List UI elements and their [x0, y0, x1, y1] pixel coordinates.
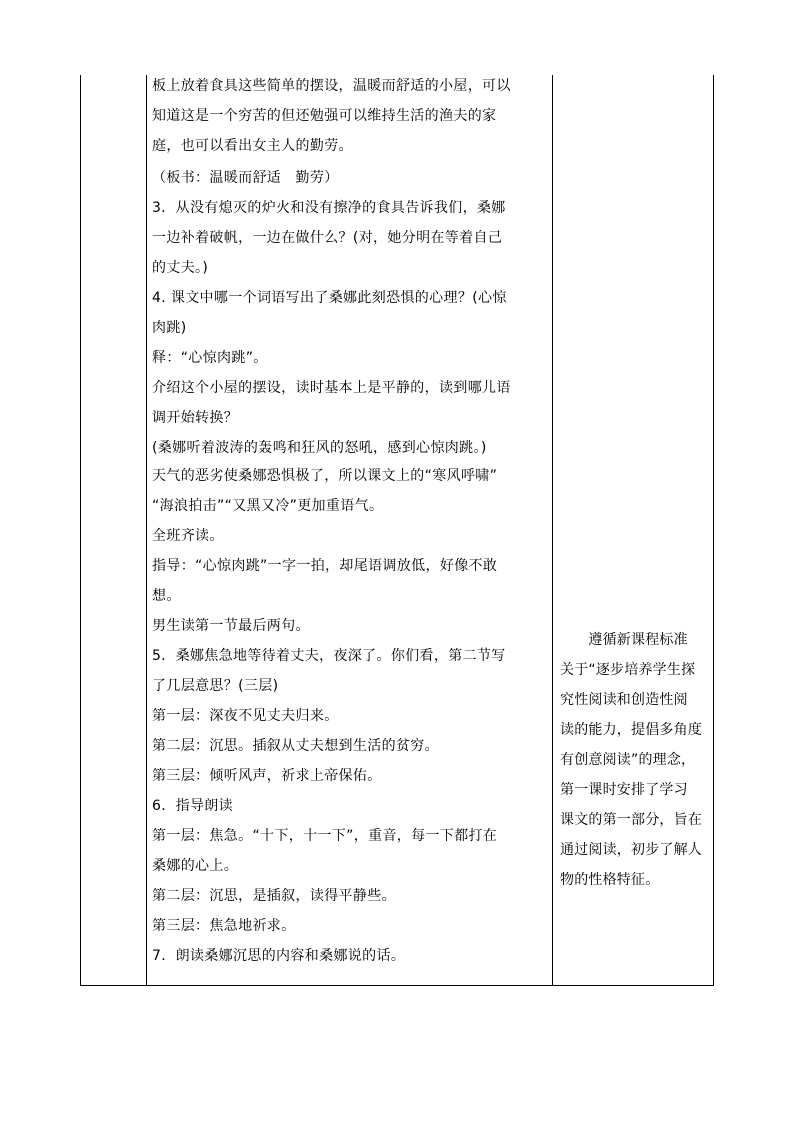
note-line: 通过阅读，初步了解人 [560, 842, 702, 858]
text-line: 4. 课文中哪一个词语写出了桑娜此刻恐惧的心理？(心惊 [152, 290, 507, 306]
text-line: 全班齐读。 [152, 528, 224, 544]
text-line: 庭，也可以看出女主人的勤劳。 [152, 138, 353, 154]
text-line: 一边补着破帆，一边在做什么？(对，她分明在等着自己 [152, 230, 503, 246]
note-line: 遵循新课程标准 [560, 632, 688, 648]
text-line: 第三层：焦急地祈求。 [152, 918, 296, 934]
note-line: 关于“逐步培养学生探 [560, 662, 696, 678]
table-bottom-border [80, 985, 714, 986]
text-line: 第二层：沉思，是插叙，读得平静些。 [152, 888, 396, 904]
text-line: 第一层：深夜不见丈夫归来。 [152, 708, 339, 724]
table-right-border [713, 75, 714, 986]
text-line: “海浪拍击”“又黑又冷”更加重语气。 [152, 498, 384, 514]
text-line: 桑娜的心上。 [152, 858, 239, 874]
note-line: 第一课时安排了学习 [560, 782, 688, 798]
text-line: （板书：温暖而舒适 勤劳） [152, 170, 339, 186]
text-line: 天气的恶劣使桑娜恐惧极了，所以课文上的“寒风呼啸” [152, 468, 498, 484]
note-line: 读的能力，提倡多角度 [560, 722, 702, 738]
text-line: 第二层：沉思。插叙从丈夫想到生活的贫穷。 [152, 738, 439, 754]
note-line: 物的性格特征。 [560, 872, 660, 888]
text-line: 了几层意思？(三层) [152, 678, 279, 694]
text-line: 指导：“心惊肉跳”一字一拍，却尾语调放低，好像不敢 [152, 558, 498, 574]
text-line: 想。 [152, 588, 181, 604]
text-line: 第一层：焦急。“十下，十一下”，重音，每一下都打在 [152, 828, 498, 844]
table-left-border [80, 75, 81, 986]
text-line: 知道这是一个穷苦的但还勉强可以维持生活的渔夫的家 [152, 108, 497, 124]
text-line: 3．从没有熄灭的炉火和没有擦净的食具告诉我们，桑娜 [152, 200, 506, 216]
text-line: 5．桑娜焦急地等待着丈夫，夜深了。你们看，第二节写 [152, 648, 506, 664]
text-line: 介绍这个小屋的摆设，读时基本上是平静的，读到哪儿语 [152, 380, 511, 396]
text-line: 板上放着食具这些简单的摆设，温暖而舒适的小屋，可以 [152, 78, 511, 94]
text-line: 调开始转换？ [152, 410, 239, 426]
note-line: 究性阅读和创造性阅 [560, 692, 688, 708]
column-divider-2 [552, 75, 553, 986]
text-line: 男生读第一节最后两句。 [152, 618, 310, 634]
text-line: 第三层：倾听风声，祈求上帝保佑。 [152, 768, 382, 784]
text-line: (桑娜听着波涛的轰鸣和狂风的怒吼，感到心惊肉跳。) [152, 440, 487, 456]
text-line: 肉跳) [152, 320, 187, 336]
text-line: 的丈夫。) [152, 260, 209, 276]
text-line: 释：“心惊肉跳”。 [152, 350, 268, 366]
text-line: 7．朗读桑娜沉思的内容和桑娜说的话。 [152, 948, 406, 964]
column-divider-1 [146, 75, 147, 986]
note-line: 课文的第一部分，旨在 [560, 812, 702, 828]
text-line: 6．指导朗读 [152, 798, 234, 814]
note-line: 有创意阅读”的理念， [560, 752, 696, 768]
